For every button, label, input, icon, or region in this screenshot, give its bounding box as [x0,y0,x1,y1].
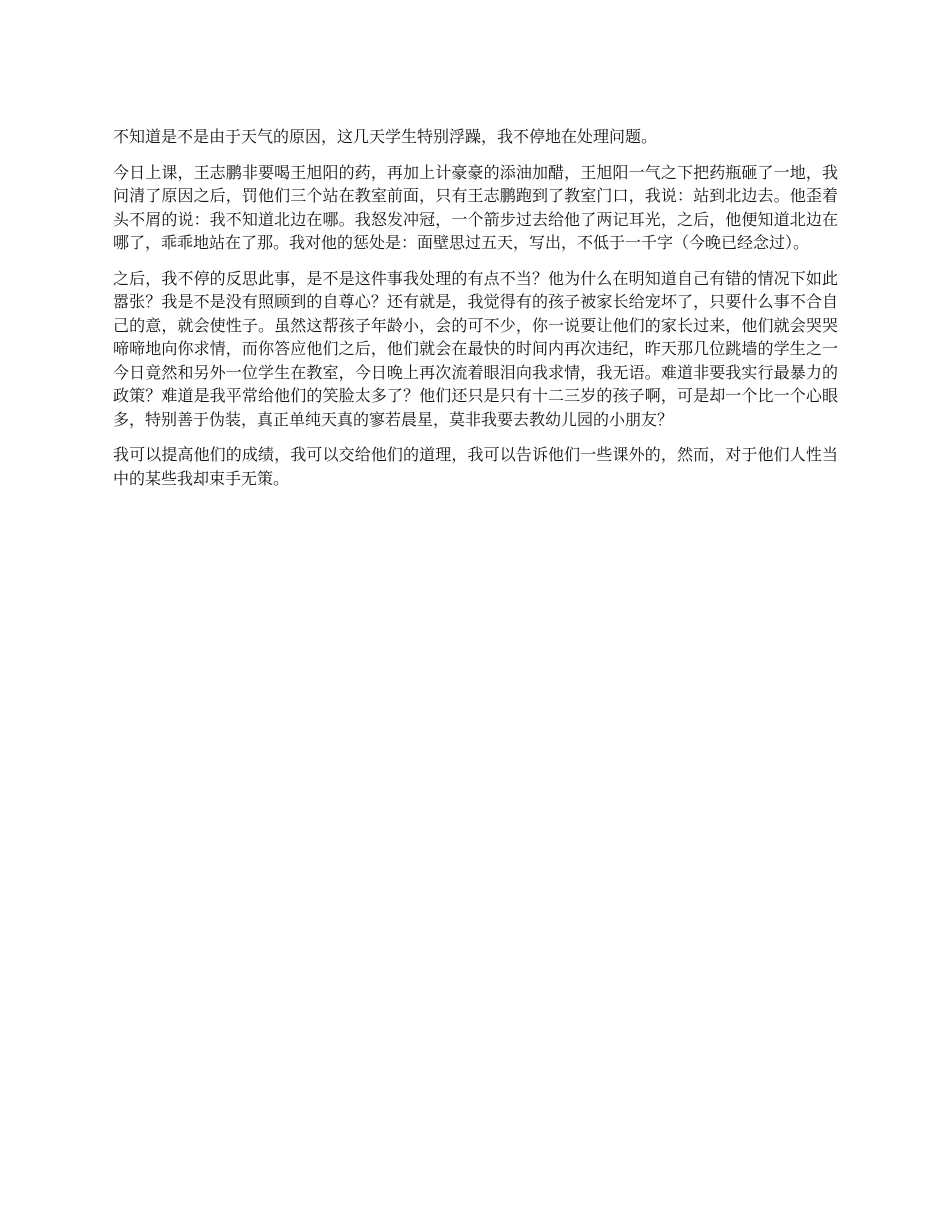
document-body [113,125,838,502]
paragraph-2: 今日上课，王志鹏非要喝王旭阳的药，再加上计豪豪的添油加醋，王旭阳一气之下把药瓶砸了一地，我问清了原因之后，罚他们三个站在教室前面，只有王志鹏跑到了教室门口，我说：站到北边去。他歪着头不屑的说：我不知道北边在哪。我怒发冲冠，一个箭步过去给他了两记耳光，之后，他便知道北边在哪了，乖乖地站在了那。我对他的惩处是：面壁思过五天，写出，不低于一千字（今晚已经念过）。 [113,162,838,252]
paragraph-4: 我可以提高他们的成绩，我可以交给他们的道理，我可以告诉他们一些课外的，然而，对于他们人性当中的某些我却束手无策。 [113,445,838,488]
paragraph-1: 不知道是不是由于天气的原因，这几天学生特别浮躁，我不停地在处理问题。 [113,127,658,146]
paragraph-3: 之后，我不停的反思此事，是不是这件事我处理的有点不当？他为什么在明知道自己有错的情况下如此嚣张？我是不是没有照顾到的自尊心？还有就是，我觉得有的孩子被家长给宠坏了，只要什么事不合自己的意，就会使性子。虽然这帮孩子年龄小，会的可不少，你一说要让他们的家长过来，他们就会哭哭啼啼地向你求情，而你答应他们之后，他们就会在最快的时间内再次违纪，昨天那几位跳墙的学生之一今日竟然和另外一位学生在教室，今日晚上再次流着眼泪向我求情，我无语。难道非要我实行最暴力的政策？难道是我平常给他们的笑脸太多了？他们还只是只有十二三岁的孩子啊，可是却一个比一个心眼多，特别善于伪装，真正单纯天真的寥若晨星，莫非我要去教幼儿园的小朋友？ [113,268,838,429]
